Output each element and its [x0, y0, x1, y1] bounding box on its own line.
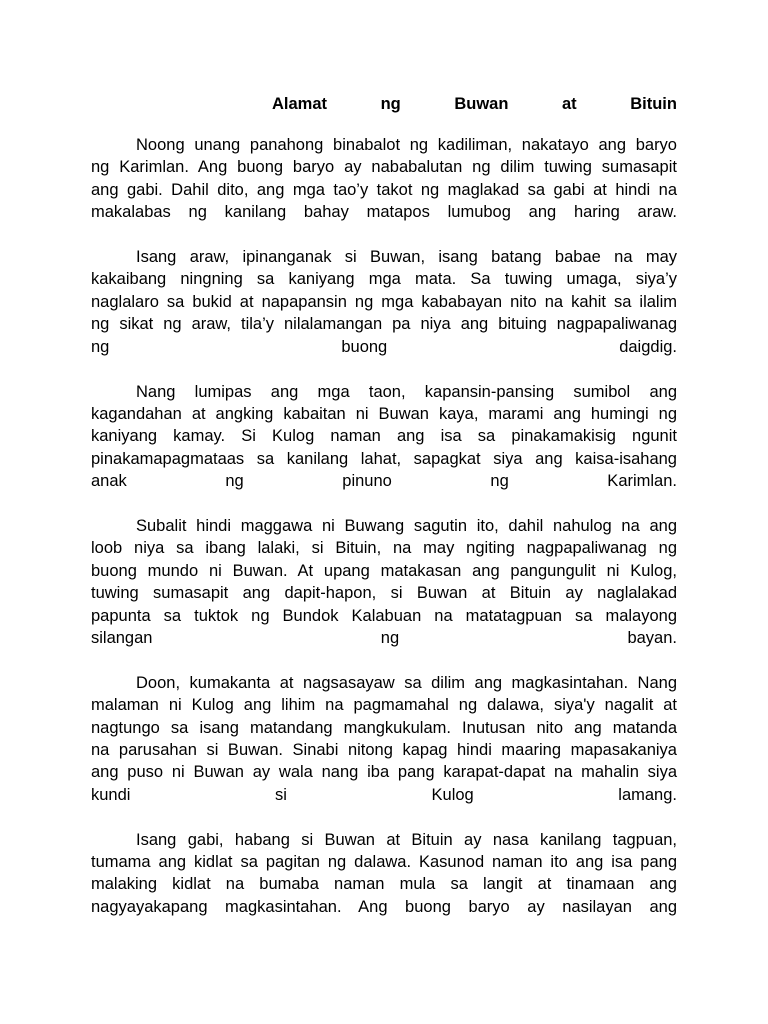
- text-line: Isang gabi, habang si Buwan at Bituin ay nasa kanilang tagpuan,: [136, 830, 677, 849]
- text-line: malaman ni Kulog ang lihim na pagmamahal ng dalawa, siya'y nagalit at: [91, 696, 677, 715]
- text-line: kakaibang ningning sa kaniyang mga mata. Sa tuwing umaga, siya’y: [91, 270, 677, 289]
- text-line: kaniyang kamay. Si Kulog naman ang isa sa pinakamakisig ngunit: [91, 427, 677, 446]
- paragraph-6: [91, 829, 677, 919]
- paragraph-2: [91, 246, 677, 358]
- text-line: malaking kidlat na bumaba naman mula sa langit at tinamaan ang: [91, 875, 677, 894]
- paragraph-5: [91, 672, 677, 806]
- text-line: ang gabi. Dahil dito, ang mga tao’y takot ng maglakad sa gabi at hindi na: [91, 180, 677, 199]
- text-line: anak ng pinuno ng Karimlan.: [91, 472, 677, 491]
- text-line: makalabas ng kanilang bahay matapos lumubog ang haring araw.: [91, 203, 677, 222]
- text-line: tuwing sumasapit ang dapit-hapon, si Buwan at Bituin ay naglalakad: [91, 584, 677, 603]
- text-line: ng buong daigdig.: [91, 337, 677, 356]
- text-line: nagyayakapang magkasintahan. Ang buong baryo ay nasilayan ang: [91, 897, 677, 916]
- title-word: Bituin: [630, 95, 677, 113]
- text-line: ng Karimlan. Ang buong baryo ay nababalutan ng dilim tuwing sumasapit: [91, 158, 677, 177]
- text-line: naglalaro sa bukid at napapansin ng mga kababayan nito na kahit sa ilalim: [91, 292, 677, 311]
- text-line: Isang araw, ipinanganak si Buwan, isang batang babae na may: [136, 248, 677, 267]
- paragraph-4: [91, 515, 677, 649]
- text-line: Subalit hindi maggawa ni Buwang sagutin ito, dahil nahulog na ang: [136, 516, 677, 535]
- text-line: silangan ng bayan.: [91, 628, 677, 647]
- text-line: kagandahan at angking kabaitan ni Buwan kaya, marami ang humingi ng: [91, 404, 677, 423]
- text-line: ng sikat ng araw, tila’y nilalamangan pa niya ang bituing nagpapaliwanag: [91, 315, 677, 334]
- title-word: Buwan: [454, 95, 509, 113]
- text-line: Noong unang panahong binabalot ng kadiliman, nakatayo ang baryo: [136, 136, 677, 154]
- text-line: Nang lumipas ang mga taon, kapansin-pansing sumibol ang: [136, 382, 677, 401]
- text-line: na parusahan si Buwan. Sinabi nitong kapag hindi maaring mapasakaniya: [91, 740, 677, 759]
- text-line: buong mundo ni Buwan. At upang matakasan ang pangungulit ni Kulog,: [91, 561, 677, 580]
- text-line: Doon, kumakanta at nagsasayaw sa dilim ang magkasintahan. Nang: [136, 673, 677, 692]
- text-line: papunta sa tuktok ng Bundok Kalabuan na matatagpuan sa malayong: [91, 606, 677, 625]
- text-line: nagtungo sa isang matandang mangkukulam. Inutusan nito ang matanda: [91, 718, 677, 737]
- title-word: Alamat: [272, 95, 328, 113]
- page-title: [272, 93, 677, 115]
- title-word: ng: [380, 95, 401, 113]
- paragraph-3: [91, 381, 677, 493]
- title-word: at: [561, 95, 577, 113]
- text-line: pinakamapagmataas sa kanilang lahat, sapagkat siya ang kaisa-isahang: [91, 449, 677, 468]
- text-line: kundi si Kulog lamang.: [91, 785, 677, 804]
- text-line: loob niya sa ibang lalaki, si Bituin, na may ngiting nagpapaliwanag ng: [91, 539, 677, 558]
- text-line: ang puso ni Buwan ay wala nang iba pang karapat-dapat na mahalin siya: [91, 763, 677, 782]
- paragraph-1: [91, 134, 677, 224]
- text-line: tumama ang kidlat sa pagitan ng dalawa. Kasunod naman ito ang isa pang: [91, 853, 677, 872]
